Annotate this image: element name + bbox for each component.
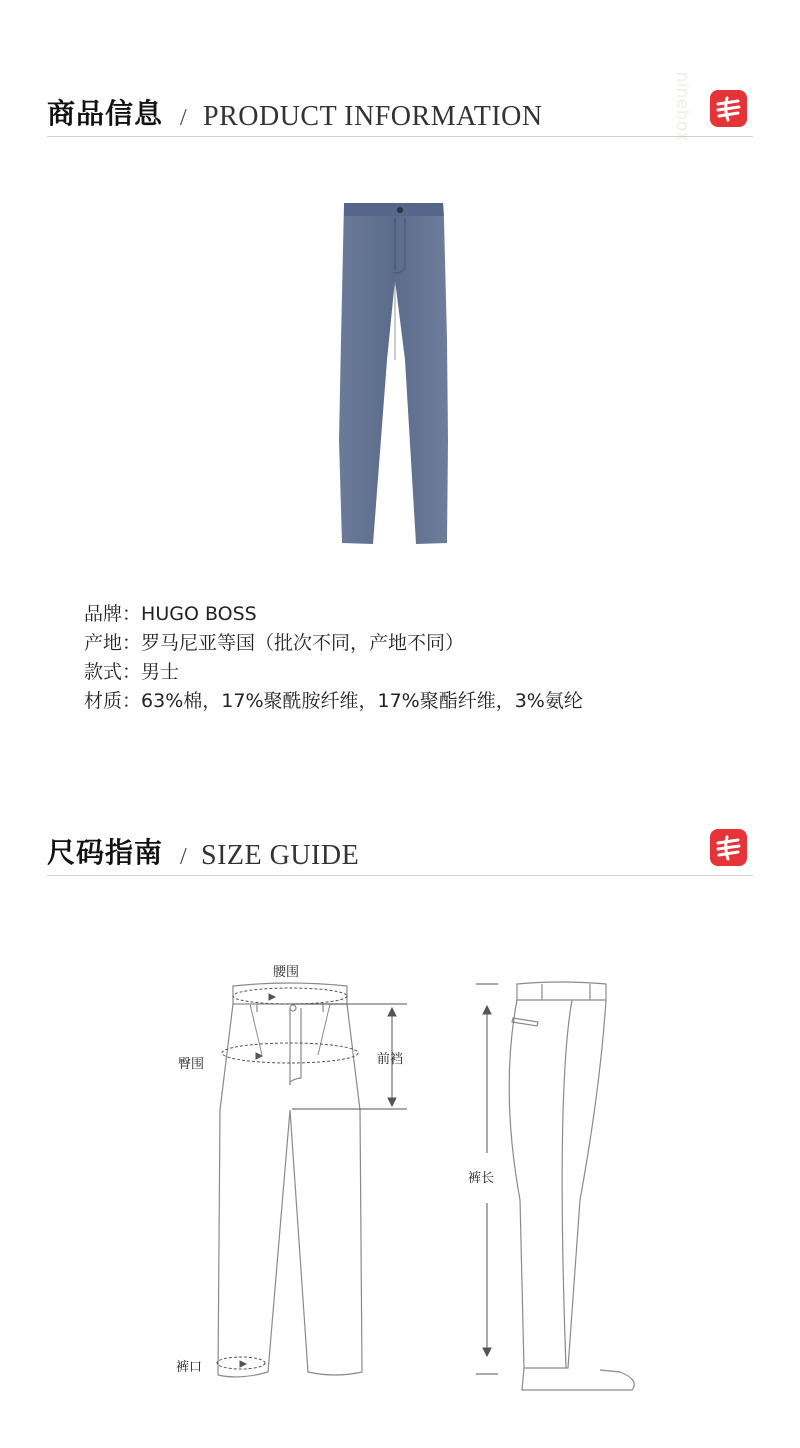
size-guide-title-zh: 尺码指南 [47, 836, 164, 869]
info-colon: ： [122, 661, 142, 683]
hip-label: 臀围 [178, 1057, 205, 1072]
brand-logo-icon [710, 829, 747, 866]
product-info-header [47, 88, 753, 137]
info-label: 款式 [84, 661, 123, 683]
info-colon: ： [122, 690, 142, 712]
size-guide-title-en: SIZE GUIDE [201, 840, 360, 871]
title-separator: / [180, 844, 187, 870]
size-diagram-front [0, 960, 420, 1390]
watermark: ninebox [673, 72, 693, 143]
info-row-material [84, 687, 583, 716]
info-value: 罗马尼亚等国（批次不同，产地不同） [141, 632, 465, 654]
leg-opening-label: 裤口 [176, 1360, 203, 1375]
info-label: 产地 [84, 632, 123, 654]
waist-label: 腰围 [273, 965, 300, 980]
info-row-origin [84, 629, 583, 658]
info-colon: ： [122, 603, 142, 625]
product-info-title-en: PRODUCT INFORMATION [203, 101, 543, 132]
info-label: 材质 [84, 690, 123, 712]
brand-logo-icon [710, 90, 747, 127]
info-value: 男士 [141, 661, 180, 683]
info-colon: ： [122, 632, 142, 654]
front-rise-label: 前裆 [377, 1052, 404, 1067]
title-separator: / [180, 105, 187, 131]
product-info-list [84, 600, 583, 716]
pants-length-label: 裤长 [468, 1171, 495, 1186]
info-value: HUGO BOSS [141, 603, 257, 625]
product-info-title-zh: 商品信息 [47, 97, 164, 130]
info-value: 63%棉，17%聚酰胺纤维，17%聚酯纤维，3%氨纶 [141, 690, 583, 712]
info-label: 品牌 [84, 603, 123, 625]
pants-product-photo [335, 200, 455, 548]
info-row-brand [84, 600, 583, 629]
info-row-style [84, 658, 583, 687]
size-guide-header [47, 827, 753, 876]
